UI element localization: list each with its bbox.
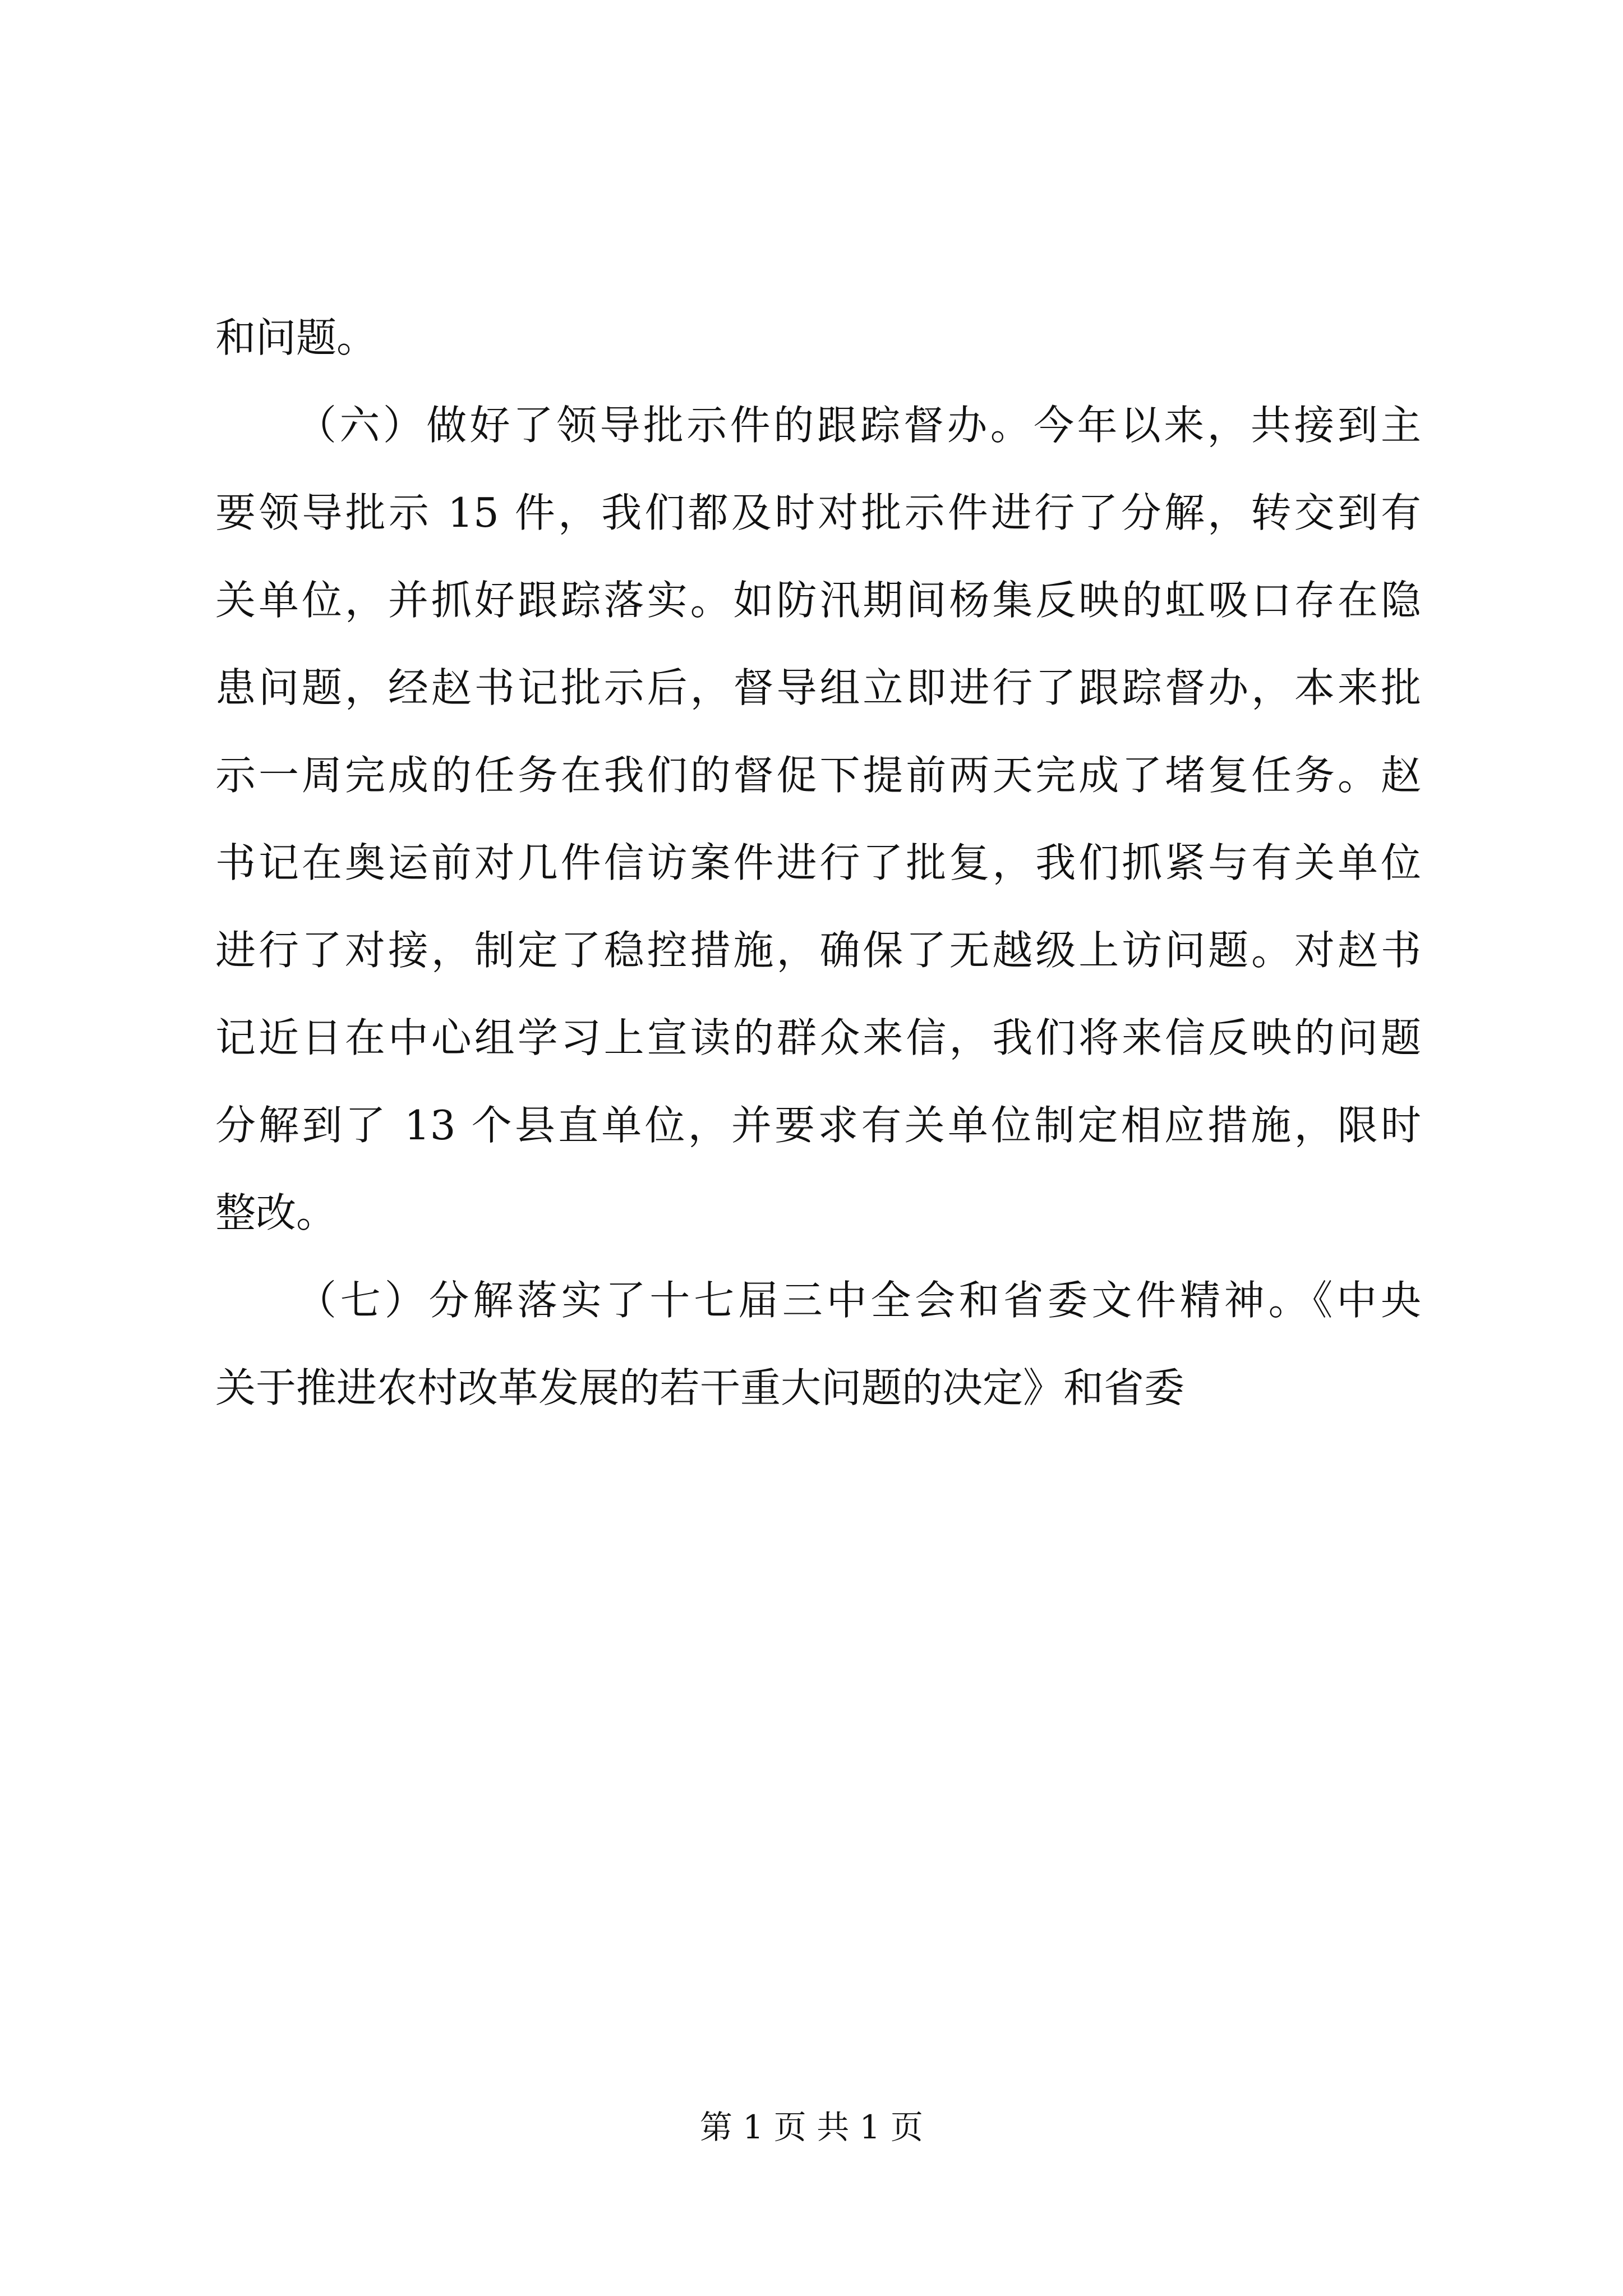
paragraph-7-line-2: 关于推进农村改革发展的若干重大问题的决定》和省委 [215, 1364, 1185, 1411]
paragraph-6-line-4: 患问题，经赵书记批示后，督导组立即进行了跟踪督办，本来批 [215, 664, 1421, 711]
page-footer [0, 2105, 1623, 2150]
paragraph-6-line-6: 书记在奥运前对几件信访案件进行了批复，我们抓紧与有关单位 [215, 839, 1421, 886]
paragraph-6-line-9: 分解到了 13 个县直单位，并要求有关单位制定相应措施，限时 [215, 1102, 1421, 1149]
document-body [215, 294, 1421, 1432]
page-number: 第 1 页 共 1 页 [700, 2108, 923, 2146]
paragraph-5-tail-line-1: 和问题。 [215, 314, 377, 361]
paragraph-6-line-3: 关单位，并抓好跟踪落实。如防汛期间杨集反映的虹吸口存在隐 [215, 577, 1421, 624]
paragraph-6-line-7: 进行了对接，制定了稳控措施，确保了无越级上访问题。对赵书 [215, 927, 1421, 974]
paragraph-6-line-10: 整改。 [215, 1189, 337, 1236]
paragraph-6-line-8: 记近日在中心组学习上宣读的群众来信，我们将来信反映的问题 [215, 1014, 1421, 1061]
paragraph-6-line-2: 要领导批示 15 件，我们都及时对批示件进行了分解，转交到有 [215, 489, 1421, 536]
paragraph-7-line-1: （七）分解落实了十七届三中全会和省委文件精神。《中央 [296, 1277, 1421, 1324]
paragraph-6-line-5: 示一周完成的任务在我们的督促下提前两天完成了堵复任务。赵 [215, 752, 1421, 799]
paragraph-6-line-1: （六）做好了领导批示件的跟踪督办。今年以来，共接到主 [296, 402, 1421, 449]
